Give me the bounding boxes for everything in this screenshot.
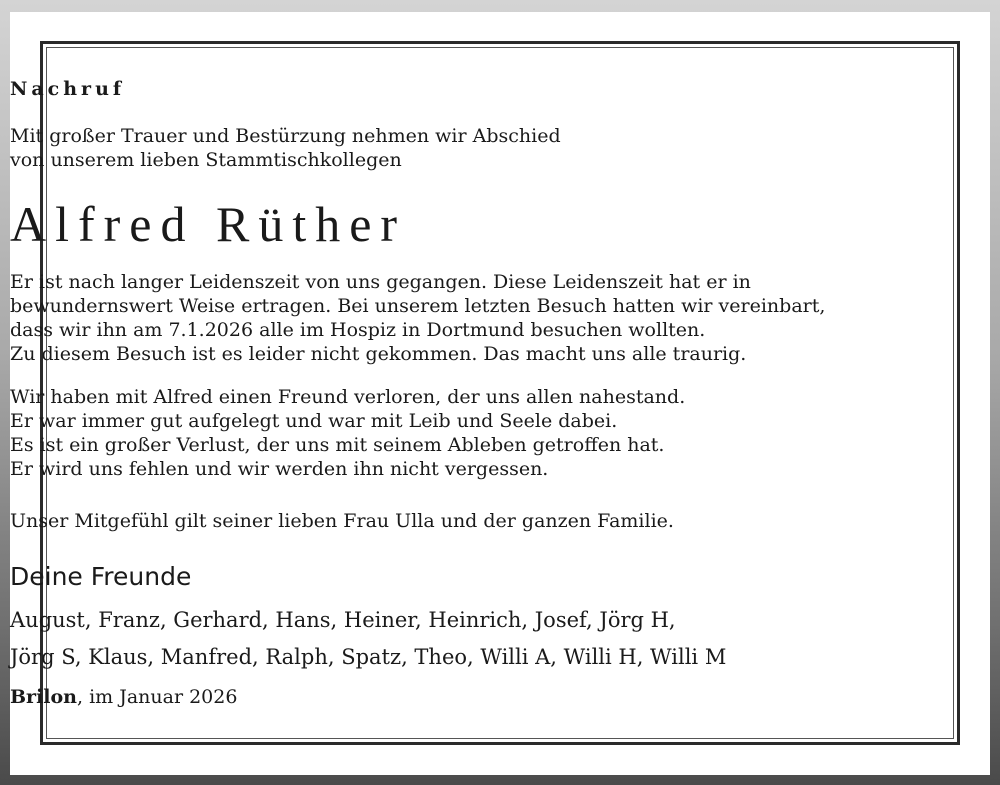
place-name: Brilon <box>10 686 77 708</box>
friends-list <box>10 602 990 676</box>
paragraph-line: dass wir ihn am 7.1.2026 alle im Hospiz in Dortmund besuchen wollten. <box>10 319 706 341</box>
paragraph-passing <box>10 270 990 366</box>
friends-line: August, Franz, Gerhard, Hans, Heiner, Heinrich, Josef, Jörg H, <box>10 608 676 632</box>
place-date <box>10 686 990 708</box>
intro-line: Mit großer Trauer und Bestürzung nehmen wir Abschied <box>10 125 561 147</box>
paragraph-line: bewundernswert Weise ertragen. Bei unserem letzten Besuch hatten wir vereinbart, <box>10 295 826 317</box>
intro-text <box>10 124 990 172</box>
paragraph-line: Zu diesem Besuch ist es leider nicht gekommen. Das macht uns alle traurig. <box>10 343 747 365</box>
deceased-name: Alfred Rüther <box>10 196 407 252</box>
paragraph-friendship <box>10 385 990 481</box>
friends-line: Jörg S, Klaus, Manfred, Ralph, Spatz, Theo, Willi A, Willi H, Willi M <box>10 645 727 669</box>
obituary-card <box>10 12 990 775</box>
signoff: Deine Freunde <box>10 562 192 591</box>
paragraph-line: Er war immer gut aufgelegt und war mit Leib und Seele dabei. <box>10 410 618 432</box>
paragraph-condolence: Unser Mitgefühl gilt seiner lieben Frau Ulla und der ganzen Familie. <box>10 510 674 532</box>
intro-line: von unserem lieben Stammtischkollegen <box>10 149 402 171</box>
date-text: , im Januar 2026 <box>77 686 238 708</box>
paragraph-line: Wir haben mit Alfred einen Freund verloren, der uns allen nahestand. <box>10 386 686 408</box>
paragraph-line: Er wird uns fehlen und wir werden ihn nicht vergessen. <box>10 458 549 480</box>
obituary-heading: Nachruf <box>10 78 126 100</box>
paragraph-line: Es ist ein großer Verlust, der uns mit seinem Ableben getroffen hat. <box>10 434 665 456</box>
paragraph-line: Er ist nach langer Leidenszeit von uns gegangen. Diese Leidenszeit hat er in <box>10 271 751 293</box>
